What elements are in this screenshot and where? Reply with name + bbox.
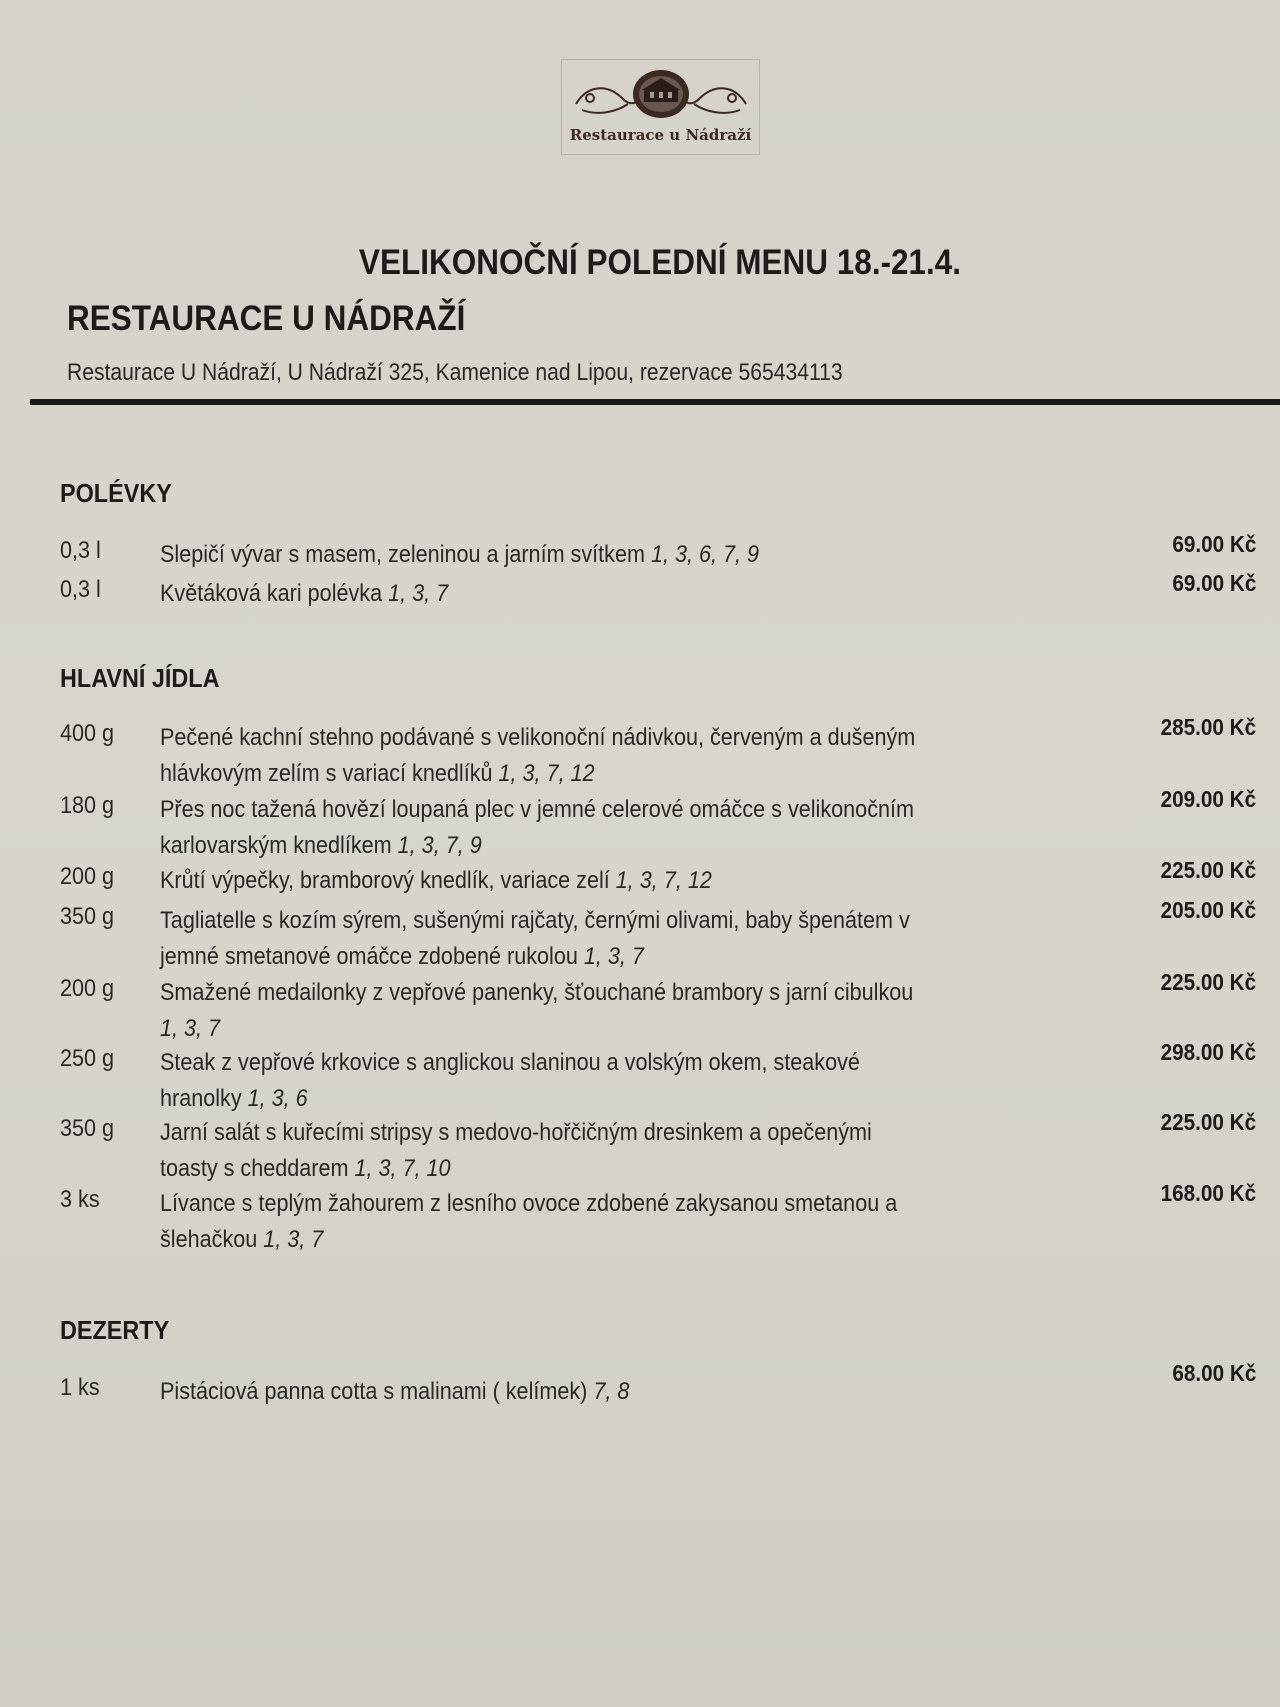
logo-text: Restaurace u Nádraží — [569, 126, 752, 144]
item-allergens: 1, 3, 7, 12 — [615, 867, 712, 894]
item-quantity: 400 g — [60, 720, 115, 747]
item-description: Pečené kachní stehno podávané s velikonoční nádivkou, červeným a dušeným hlávkovým zelím s variací knedlíků 1, 3, 7, 12 — [160, 724, 916, 787]
item-price: 69.00 Kč — [1171, 570, 1256, 596]
item-quantity: 200 g — [60, 863, 115, 890]
page-title: VELIKONOČNÍ POLEDNÍ MENU 18.-21.4. — [358, 243, 962, 282]
item-quantity: 0,3 l — [60, 537, 101, 564]
item-allergens: 1, 3, 6, 7, 9 — [650, 541, 760, 568]
item-description: Steak z vepřové krkovice s anglickou slaninou a volským okem, steakové hranolky 1, 3, 6 — [160, 1049, 860, 1112]
item-price: 298.00 Kč — [1160, 1039, 1256, 1065]
item-price: 168.00 Kč — [1160, 1180, 1256, 1206]
item-quantity: 1 ks — [60, 1374, 100, 1401]
item-allergens: 1, 3, 7, 12 — [498, 760, 595, 787]
item-price: 225.00 Kč — [1160, 969, 1256, 995]
item-allergens: 1, 3, 7 — [160, 1015, 221, 1042]
header-divider — [30, 399, 1280, 405]
item-price: 225.00 Kč — [1160, 857, 1256, 883]
item-price: 69.00 Kč — [1171, 531, 1256, 557]
item-allergens: 1, 3, 7 — [388, 580, 449, 607]
item-quantity: 0,3 l — [60, 576, 101, 603]
item-allergens: 1, 3, 7, 9 — [397, 832, 482, 859]
item-quantity: 350 g — [60, 1115, 115, 1142]
section-heading-soups: POLÉVKY — [60, 478, 172, 508]
item-description: Přes noc tažená hovězí loupaná plec v jemné celerové omáčce s velikonočním karlovarským knedlíkem 1, 3, 7, 9 — [160, 796, 915, 859]
item-price: 68.00 Kč — [1171, 1360, 1256, 1386]
restaurant-logo-emblem-icon — [568, 64, 754, 122]
item-quantity: 200 g — [60, 975, 115, 1002]
item-allergens: 1, 3, 6 — [247, 1085, 308, 1112]
item-allergens: 1, 3, 7 — [583, 943, 644, 970]
restaurant-address: Restaurace U Nádraží, U Nádraží 325, Kamenice nad Lipou, rezervace 565434113 — [67, 359, 843, 386]
item-quantity: 3 ks — [60, 1186, 100, 1213]
item-description: Tagliatelle s kozím sýrem, sušenými rajčaty, černými olivami, baby špenátem v jemné smetanové omáčce zdobené rukolou 1, 3, 7 — [160, 907, 910, 970]
logo-box — [561, 59, 760, 155]
item-description: Slepičí vývar s masem, zeleninou a jarním svítkem 1, 3, 6, 7, 9 — [160, 541, 760, 568]
item-price: 205.00 Kč — [1160, 897, 1256, 923]
item-price: 225.00 Kč — [1160, 1109, 1256, 1135]
item-quantity: 250 g — [60, 1045, 115, 1072]
item-description: Pistáciová panna cotta s malinami ( kelímek) 7, 8 — [160, 1378, 630, 1405]
item-allergens: 1, 3, 7 — [263, 1226, 324, 1253]
item-allergens: 1, 3, 7, 10 — [354, 1155, 451, 1182]
item-quantity: 350 g — [60, 903, 115, 930]
item-description: Jarní salát s kuřecími stripsy s medovo-hořčičným dresinkem a opečenými toasty s cheddarem 1, 3, 7, 10 — [160, 1119, 872, 1182]
item-description: Lívance s teplým žahourem z lesního ovoce zdobené zakysanou smetanou a šlehačkou 1, 3, 7 — [160, 1190, 898, 1253]
item-price: 209.00 Kč — [1160, 786, 1256, 812]
item-price: 285.00 Kč — [1160, 714, 1256, 740]
item-description: Květáková kari polévka 1, 3, 7 — [160, 580, 449, 607]
section-heading-desserts: DEZERTY — [60, 1315, 170, 1345]
item-description: Krůtí výpečky, bramborový knedlík, variace zelí 1, 3, 7, 12 — [160, 867, 712, 894]
restaurant-name: RESTAURACE U NÁDRAŽÍ — [67, 299, 466, 338]
item-description: Smažené medailonky z vepřové panenky, šťouchané brambory s jarní cibulkou 1, 3, 7 — [160, 979, 914, 1042]
item-allergens: 7, 8 — [593, 1378, 630, 1405]
item-quantity: 180 g — [60, 792, 115, 819]
section-heading-mains: HLAVNÍ JÍDLA — [60, 663, 220, 693]
